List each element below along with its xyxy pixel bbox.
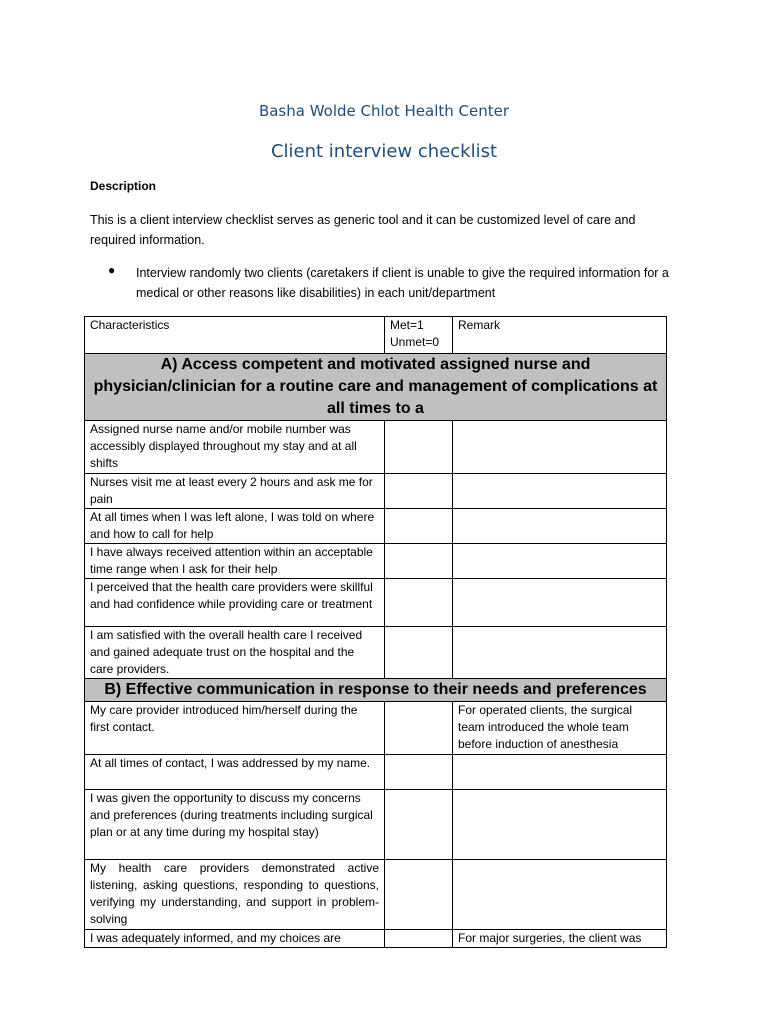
table-row — [85, 702, 667, 755]
organization-name: Basha Wolde Chlot Health Center — [258, 102, 510, 120]
score-cell[interactable] — [385, 860, 453, 930]
table-row — [85, 421, 667, 474]
section-a-row — [85, 354, 667, 421]
characteristic-cell: At all times when I was left alone, I was told on where and how to call for help — [85, 509, 385, 544]
characteristic-cell: I am satisfied with the overall health care I received and gained adequate trust on the hospital and the care providers. — [85, 627, 385, 679]
table-row — [85, 755, 667, 790]
score-cell[interactable] — [385, 702, 453, 755]
score-cell[interactable] — [385, 579, 453, 627]
table-row — [85, 790, 667, 860]
remark-cell[interactable] — [453, 755, 667, 790]
remark-cell[interactable] — [453, 474, 667, 509]
remark-cell[interactable] — [453, 421, 667, 474]
characteristic-cell: I have always received attention within an acceptable time range when I ask for their help — [85, 544, 385, 579]
characteristic-cell: My health care providers demonstrated active listening, asking questions, responding to questions, verifying my understanding, and support in problem- solving — [85, 860, 385, 930]
score-cell[interactable] — [385, 509, 453, 544]
score-cell[interactable] — [385, 474, 453, 509]
characteristic-cell: I was given the opportunity to discuss my concerns and preferences (during treatments including surgical plan or at any time during my hospital stay) — [85, 790, 385, 860]
section-b-row — [85, 679, 667, 702]
checklist-table — [84, 316, 667, 948]
table-row — [85, 544, 667, 579]
table-row — [85, 509, 667, 544]
score-cell[interactable] — [385, 930, 453, 948]
characteristic-cell: I perceived that the health care providers were skillful and had confidence while providing care or treatment — [85, 579, 385, 627]
score-cell[interactable] — [385, 790, 453, 860]
characteristic-cell: Assigned nurse name and/or mobile number was accessibly displayed throughout my stay and at all shifts — [85, 421, 385, 474]
table-row — [85, 627, 667, 679]
header-met: Met=1 — [390, 318, 424, 332]
characteristic-cell: Nurses visit me at least every 2 hours and ask me for pain — [85, 474, 385, 509]
score-cell[interactable] — [385, 544, 453, 579]
table-row — [85, 579, 667, 627]
remark-cell[interactable] — [453, 579, 667, 627]
table-header-row — [85, 317, 667, 354]
characteristic-cell: At all times of contact, I was addressed by my name. — [85, 755, 385, 790]
remark-cell[interactable]: For operated clients, the surgical team introduced the whole team before induction of anesthesia — [453, 702, 667, 755]
table-row — [85, 474, 667, 509]
section-a-title: A) Access competent and motivated assigned nurse and physician/clinician for a routine care and management of complications at all times to a — [85, 354, 667, 421]
score-cell[interactable] — [385, 421, 453, 474]
header-remark: Remark — [453, 317, 667, 354]
table-row — [85, 860, 667, 930]
description-text: This is a client interview checklist serves as generic tool and it can be customized level of care and required information. — [90, 213, 636, 247]
bullet-icon: ● — [108, 263, 116, 277]
section-b-title: B) Effective communication in response to their needs and preferences — [85, 679, 667, 702]
table-row — [85, 930, 667, 948]
header-unmet: Unmet=0 — [390, 335, 440, 349]
header-met-unmet — [385, 317, 453, 354]
remark-cell[interactable] — [453, 509, 667, 544]
remark-cell[interactable] — [453, 627, 667, 679]
remark-cell[interactable]: For major surgeries, the client was — [453, 930, 667, 948]
characteristic-cell: I was adequately informed, and my choices are — [85, 930, 385, 948]
remark-cell[interactable] — [453, 544, 667, 579]
score-cell[interactable] — [385, 627, 453, 679]
score-cell[interactable] — [385, 755, 453, 790]
characteristic-cell: My care provider introduced him/herself during the first contact. — [85, 702, 385, 755]
instruction-bullet: Interview randomly two clients (caretakers if client is unable to give the required information for a medical or other reasons like disabilities) in each unit/department — [136, 266, 669, 300]
description-heading: Description — [90, 179, 157, 193]
header-characteristics: Characteristics — [85, 317, 385, 354]
document-title: Client interview checklist — [270, 141, 498, 162]
remark-cell[interactable] — [453, 790, 667, 860]
remark-cell[interactable] — [453, 860, 667, 930]
